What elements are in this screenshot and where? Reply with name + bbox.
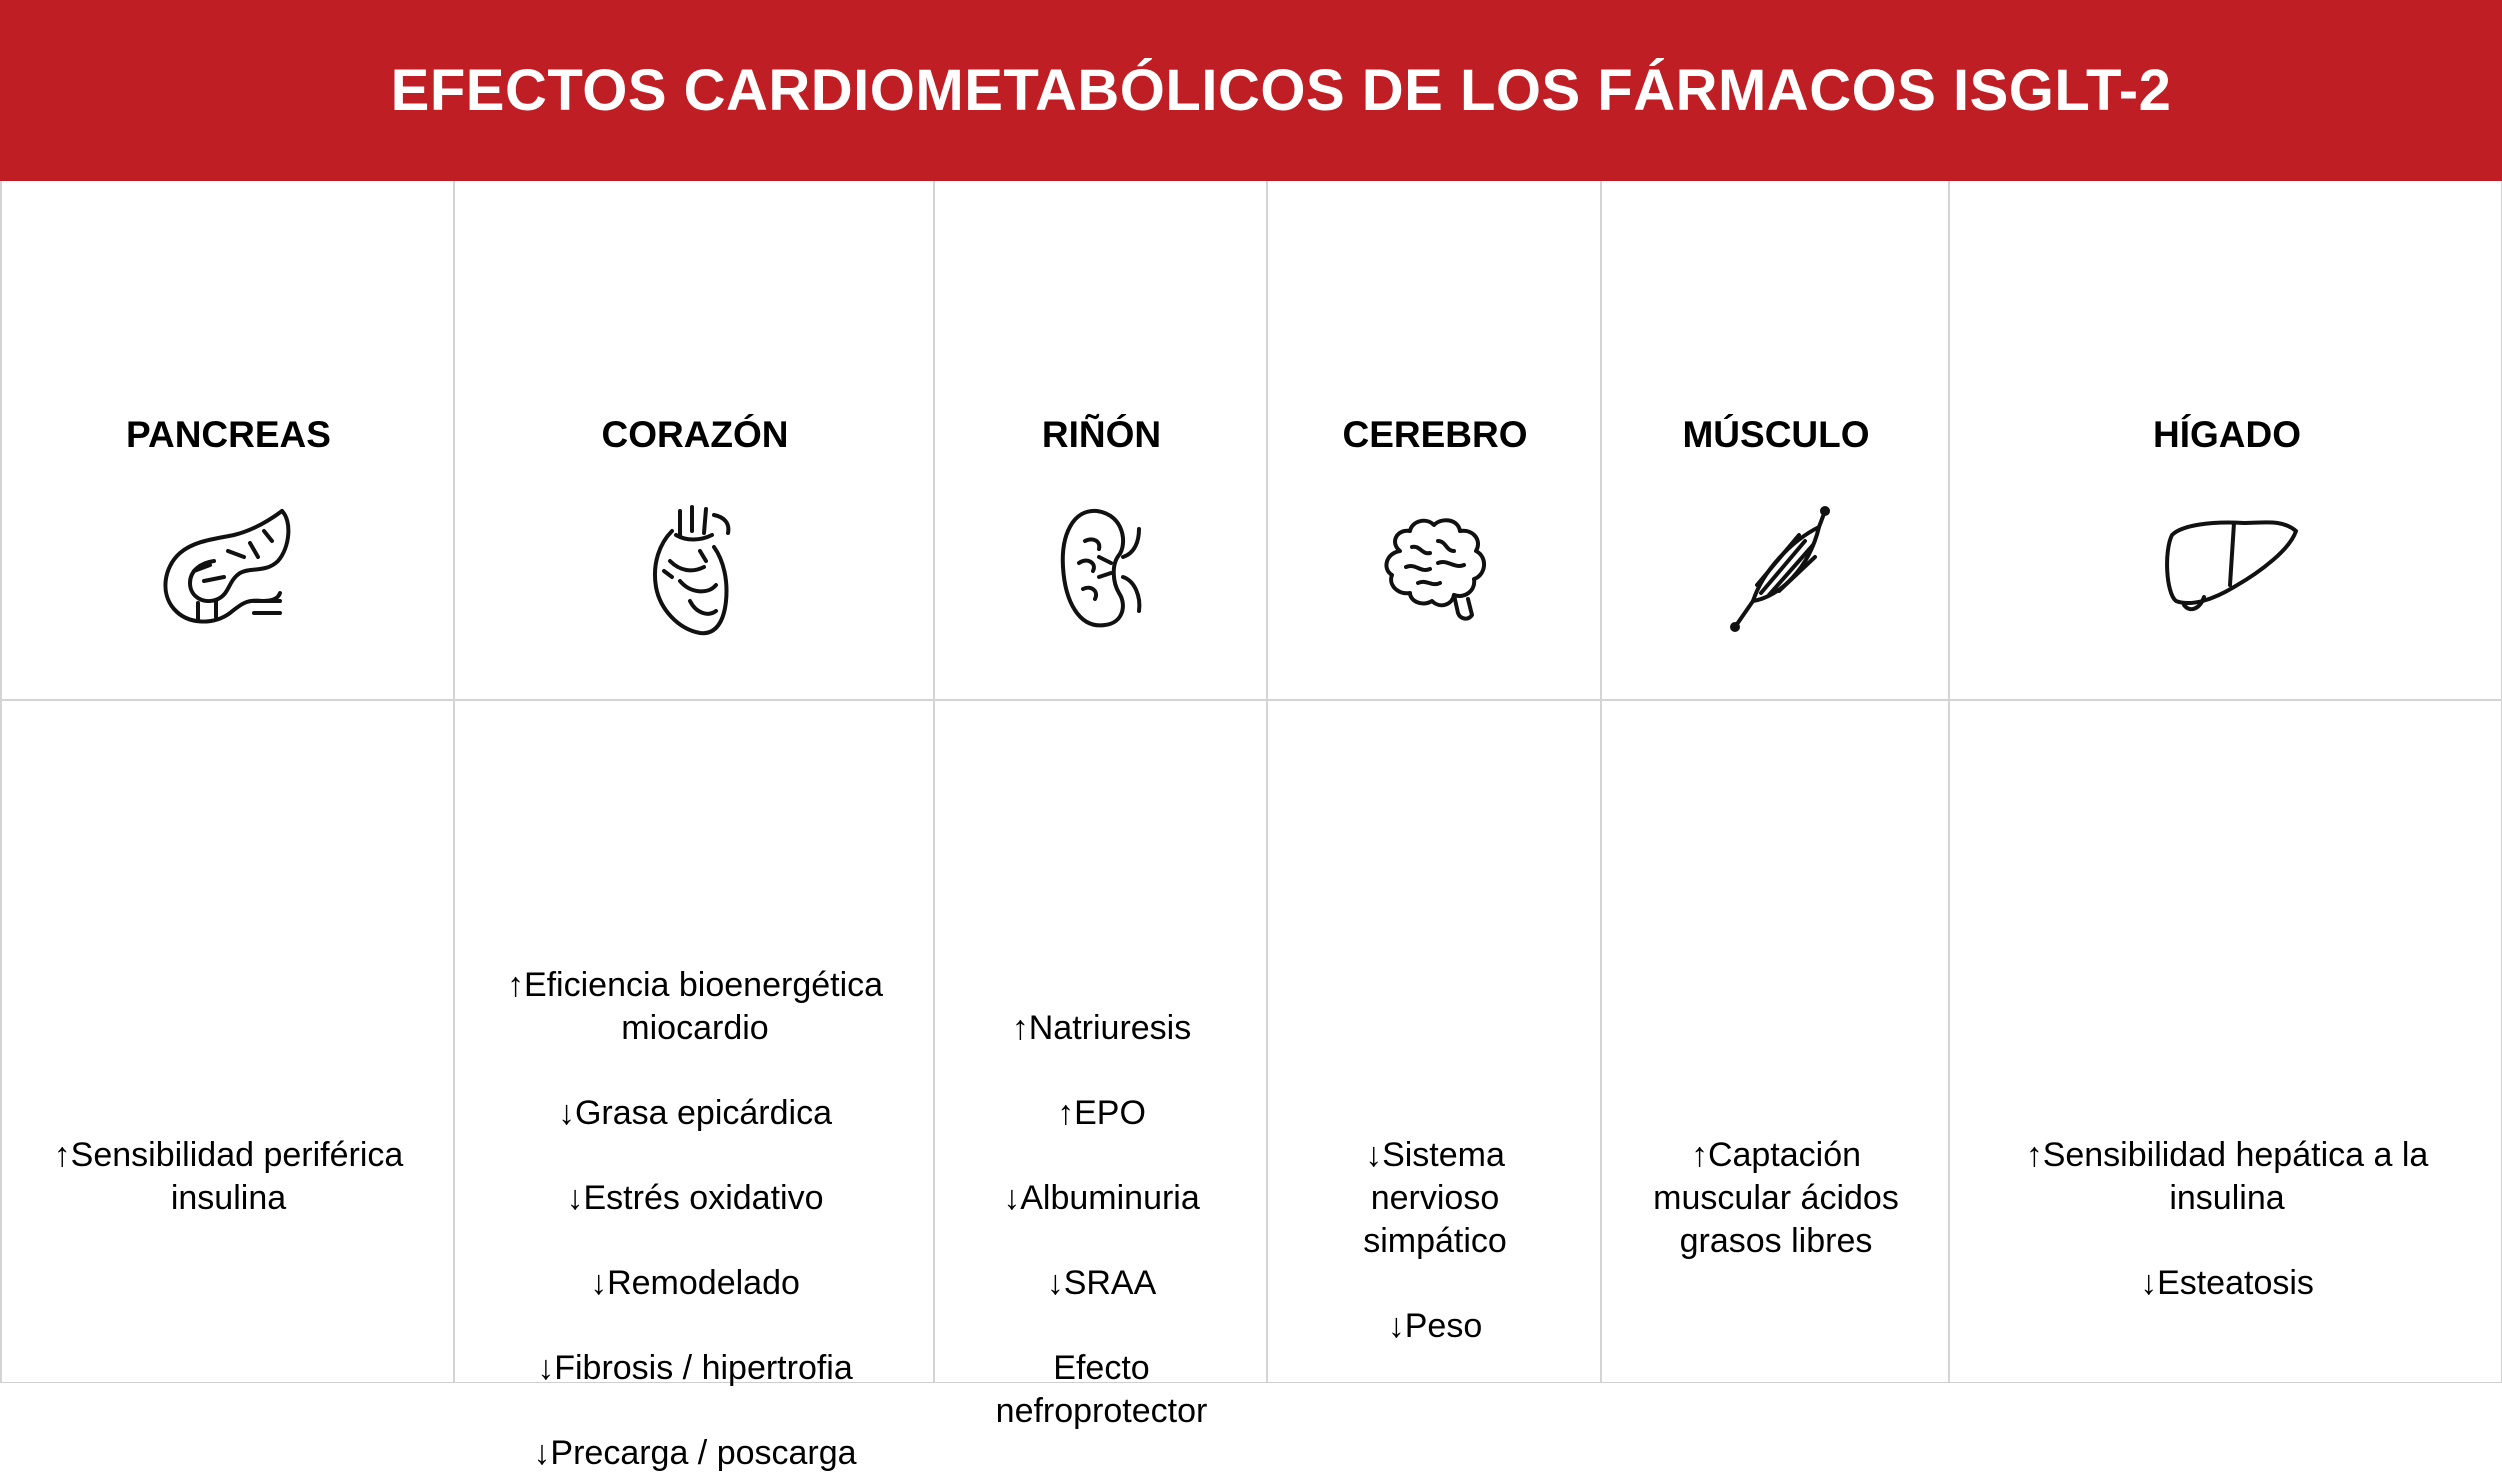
column-musculo: [1600, 181, 1950, 1383]
column-cerebro: [1266, 181, 1602, 1383]
effect-line: ↓Esteatosis: [2140, 1264, 2314, 1302]
column-pancreas: [0, 181, 455, 1383]
organ-title-musculo: MÚSCULO: [1682, 414, 1870, 455]
effect-line: ↑Sensibilidad periférica: [53, 1136, 404, 1174]
effect-line: insulina: [2169, 1179, 2285, 1217]
liver-icon: [2152, 501, 2302, 641]
effect-line: ↑Captación: [1690, 1136, 1862, 1174]
effect-line: ↓Estrés oxidativo: [566, 1179, 824, 1217]
effect-line: ↑EPO: [1057, 1094, 1146, 1132]
effect-line: muscular ácidos: [1653, 1179, 1899, 1217]
effect-line: insulina: [170, 1179, 287, 1217]
organ-title-rinon: RIÑÓN: [1041, 414, 1162, 455]
effect-line: nefroprotector: [995, 1392, 1208, 1430]
effect-line: nervioso: [1370, 1179, 1500, 1217]
effects-cerebro: [1268, 1134, 1602, 1348]
effects-rinon: [935, 1007, 1268, 1433]
effect-line: grasos libres: [1679, 1222, 1873, 1260]
organ-title-pancreas: PANCREAS: [126, 414, 331, 455]
column-higado: [1948, 181, 2502, 1383]
effect-line: miocardio: [621, 1009, 769, 1047]
effects-musculo: [1602, 1134, 1950, 1263]
page-title: EFECTOS CARDIOMETABÓLICOS DE LOS FÁRMACOS ISGLT-2: [390, 58, 2172, 123]
effect-line: ↓Grasa epicárdica: [557, 1094, 832, 1132]
effect-line: ↓Precarga / poscarga: [533, 1434, 857, 1472]
organ-title-higado: HÍGADO: [2153, 414, 2301, 455]
effects-corazon: [455, 964, 935, 1475]
column-rinon: [933, 181, 1268, 1430]
effects-higado: [1950, 1134, 2502, 1305]
kidney-icon: [1027, 501, 1177, 641]
effect-line: ↑Eficiencia bioenergética: [506, 966, 884, 1004]
title-banner: [0, 0, 2502, 181]
effects-pancreas: [2, 1134, 455, 1220]
effect-line: ↓Albuminuria: [1003, 1179, 1200, 1217]
muscle-icon: [1701, 501, 1851, 641]
effect-line: ↑Natriuresis: [1011, 1009, 1192, 1047]
heart-icon: [620, 501, 770, 641]
brain-icon: [1360, 501, 1510, 641]
effect-line: ↓Fibrosis / hipertrofia: [537, 1349, 853, 1387]
organ-title-cerebro: CEREBRO: [1342, 414, 1528, 455]
effect-line: ↑Sensibilidad hepática a la: [2025, 1136, 2429, 1174]
pancreas-icon: [154, 501, 304, 641]
effect-line: Efecto: [1053, 1349, 1150, 1387]
effect-line: ↓SRAA: [1046, 1264, 1157, 1302]
effect-line: ↓Peso: [1387, 1307, 1483, 1345]
column-corazon: [453, 181, 935, 1472]
effect-line: simpático: [1363, 1222, 1507, 1260]
effect-line: ↓Remodelado: [590, 1264, 800, 1302]
effect-line: ↓Sistema: [1365, 1136, 1505, 1174]
organ-title-corazon: CORAZÓN: [601, 414, 789, 455]
